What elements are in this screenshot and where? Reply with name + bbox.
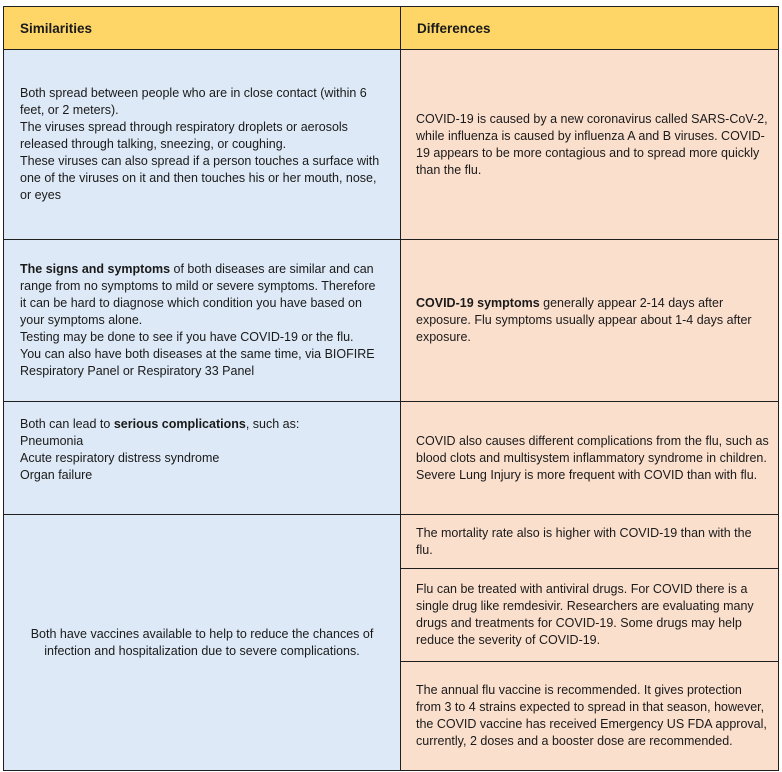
difference-text: Flu can be treated with antiviral drugs. For COVID there is a single drug like remdesivir. Researchers are evaluating many drugs and treatments for COVID-19. Some drugs may help reduce the severity of COVID-19. [416,582,754,647]
table-row [4,402,779,515]
similarity-cell [4,515,401,771]
difference-cell [401,662,779,771]
similarity-cell [4,50,401,240]
similarity-text: , such as: [245,417,300,431]
header-row [4,7,779,50]
similarity-line: These viruses can also spread if a person touches a surface with one of the viruses on it and then touches his or her mouth, nose, or eyes [20,154,380,202]
header-similarities: Similarities [4,7,401,50]
similarity-text: of both diseases are similar and can range from no symptoms to mild or severe symptoms. Therefore it can be hard to diagnose which condition you have based on your symptoms alone. [20,262,376,327]
similarity-line: Both spread between people who are in close contact (within 6 feet, or 2 meters). [20,86,367,117]
similarity-text: Both can lead to [20,417,114,431]
similarity-text: Both have vaccines available to help to reduce the chances of infection and hospitalization due to severe complications. [30,626,374,658]
difference-cell [401,240,779,402]
similarity-cell [4,402,401,515]
similarity-bold-text: The signs and symptoms [20,262,171,276]
difference-cell [401,402,779,515]
table-row [4,50,779,240]
difference-text: COVID-19 is caused by a new coronavirus called SARS-CoV-2, while influenza is caused by influenza A and B viruses. COVID-19 appears to be more contagious and to spread more quickly than the flu. [416,111,768,177]
similarity-line: Acute respiratory distress syndrome [20,451,220,465]
similarity-line: You can also have both diseases at the same time, via BIOFIRE Respiratory Panel or Respiratory 33 Panel [20,347,375,378]
difference-text: The mortality rate also is higher with COVID-19 than with the flu. [416,525,752,557]
difference-bold-text: COVID-19 symptoms [416,296,540,310]
header-differences: Differences [401,7,779,50]
difference-text: COVID also causes different complications from the flu, such as blood clots and multisystem inflammatory syndrome in children. Severe Lung Injury is more frequent with COVID than with flu. [416,433,769,482]
similarity-bold-text: serious complications [113,417,246,431]
comparison-table [3,6,779,771]
similarity-line: The viruses spread through respiratory droplets or aerosols released through talking, sneezing, or coughing. [20,120,348,151]
table-row [4,515,779,569]
similarity-paragraph [20,261,384,329]
similarity-line: Organ failure [20,468,93,482]
similarity-line: Testing may be done to see if you have COVID-19 or the flu. [20,330,354,344]
difference-cell [401,569,779,662]
difference-cell [401,50,779,240]
difference-cell [401,515,779,569]
difference-text: generally appear 2-14 days after exposure. Flu symptoms usually appear about 1-4 days after exposure. [416,296,752,344]
similarity-cell [4,240,401,402]
similarity-paragraph [20,416,384,433]
difference-text: The annual flu vaccine is recommended. It gives protection from 3 to 4 strains expected to spread in that season, however, the COVID vaccine has received Emergency US FDA approval, currently, 2 doses and a booster dose are recommended. [416,683,767,748]
similarity-line: Pneumonia [20,434,84,448]
table-row [4,240,779,402]
